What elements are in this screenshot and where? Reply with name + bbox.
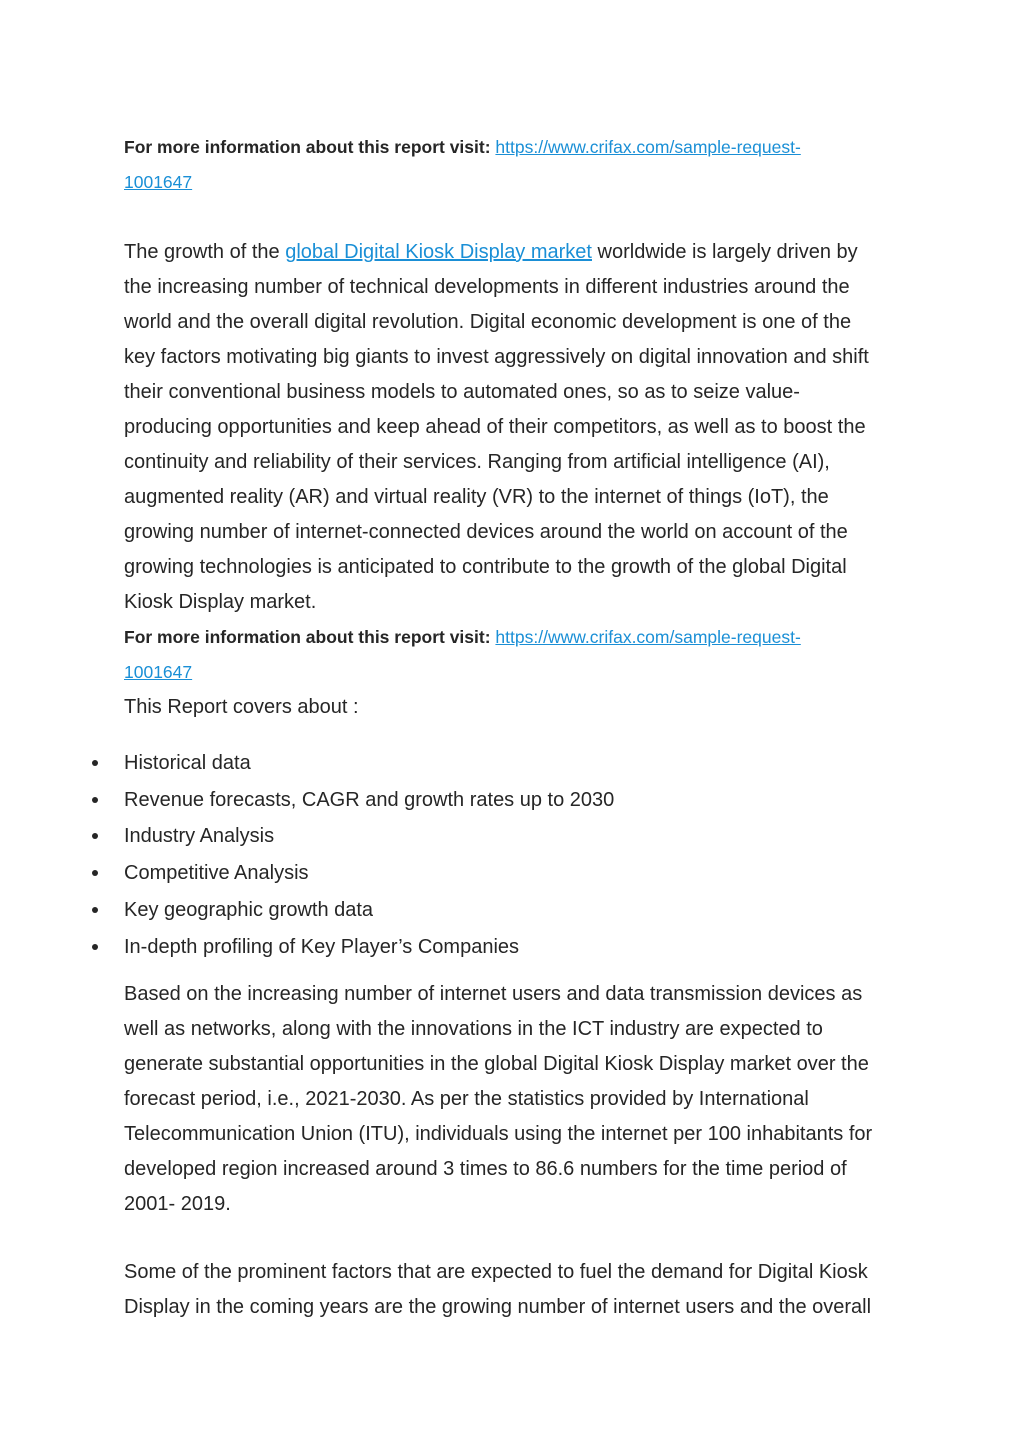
- list-item-text: Competitive Analysis: [124, 862, 309, 885]
- paragraph-line: [124, 235, 914, 270]
- bullet-icon: [92, 870, 98, 876]
- paragraph-line: growing number of internet-connected devices around the world on account of the: [124, 521, 848, 543]
- list-item: [124, 745, 614, 782]
- info-block-top: [124, 130, 914, 200]
- list-item-text: Historical data: [124, 752, 251, 774]
- paragraph-line: 2001- 2019.: [124, 1193, 231, 1215]
- coverage-list: [124, 745, 614, 965]
- paragraph-line: growing technologies is anticipated to contribute to the growth of the global Digital: [124, 556, 847, 578]
- list-item-text: In-depth profiling of Key Player’s Companies: [124, 935, 520, 958]
- report-link-part1[interactable]: https://www.crifax.com/sample-request-: [495, 137, 801, 157]
- info-label: For more information about this report visit:: [124, 627, 491, 647]
- list-item: [124, 782, 614, 819]
- paragraph-line: key factors motivating big giants to invest aggressively on digital innovation and shift: [124, 346, 869, 368]
- bullet-icon: [92, 944, 98, 950]
- report-link-part2[interactable]: 1001647: [124, 172, 193, 192]
- paragraph-market-growth: [124, 235, 914, 620]
- paragraph-line: the increasing number of technical developments in different industries around the: [124, 276, 850, 298]
- paragraph-line: forecast period, i.e., 2021-2030. As per the statistics provided by International: [124, 1088, 809, 1110]
- bullet-icon: [92, 797, 98, 803]
- paragraph-line: producing opportunities and keep ahead of their competitors, as well as to boost the: [124, 416, 866, 438]
- paragraph-line: Kiosk Display market.: [124, 591, 317, 613]
- report-link-part2[interactable]: 1001647: [124, 662, 193, 682]
- paragraph-line: their conventional business models to automated ones, so as to seize value-: [124, 381, 800, 403]
- paragraph-lead: The growth of the: [124, 241, 286, 263]
- paragraph-line: Telecommunication Union (ITU), individuals using the internet per 100 inhabitants for: [124, 1123, 873, 1145]
- list-item-text: Industry Analysis: [124, 825, 275, 848]
- paragraph-line: generate substantial opportunities in the global Digital Kiosk Display market over the: [124, 1053, 869, 1075]
- paragraph-line: Some of the prominent factors that are expected to fuel the demand for Digital Kiosk: [124, 1261, 868, 1283]
- list-item: [124, 818, 614, 855]
- list-item: [124, 929, 614, 966]
- paragraph-line: well as networks, along with the innovations in the ICT industry are expected to: [124, 1018, 823, 1040]
- paragraph-after-link: worldwide is largely driven by: [592, 241, 858, 263]
- info-label: For more information about this report visit:: [124, 137, 491, 157]
- bullet-icon: [92, 907, 98, 913]
- paragraph-line: developed region increased around 3 times to 86.6 numbers for the time period of: [124, 1158, 847, 1180]
- paragraph-line: Based on the increasing number of internet users and data transmission devices as: [124, 983, 863, 1005]
- list-item-text: Key geographic growth data: [124, 898, 374, 921]
- paragraph-line: Display in the coming years are the growing number of internet users and the overall: [124, 1296, 872, 1318]
- paragraph-prominent-factors: [124, 1255, 914, 1325]
- list-item: [124, 855, 614, 892]
- report-link-part1[interactable]: https://www.crifax.com/sample-request-: [495, 627, 801, 647]
- covers-heading: This Report covers about :: [124, 696, 359, 718]
- list-item-text: Revenue forecasts, CAGR and growth rates up to 2030: [124, 788, 615, 811]
- paragraph-internet-users: [124, 977, 914, 1222]
- bullet-icon: [92, 833, 98, 839]
- bullet-icon: [92, 760, 98, 766]
- info-block-middle: [124, 620, 914, 690]
- list-item: [124, 892, 614, 929]
- paragraph-line: continuity and reliability of their services. Ranging from artificial intelligence (AI),: [124, 451, 830, 473]
- paragraph-line: world and the overall digital revolution. Digital economic development is one of the: [124, 311, 852, 333]
- paragraph-line: augmented reality (AR) and virtual reality (VR) to the internet of things (IoT), the: [124, 486, 829, 508]
- market-link[interactable]: global Digital Kiosk Display market: [285, 241, 592, 263]
